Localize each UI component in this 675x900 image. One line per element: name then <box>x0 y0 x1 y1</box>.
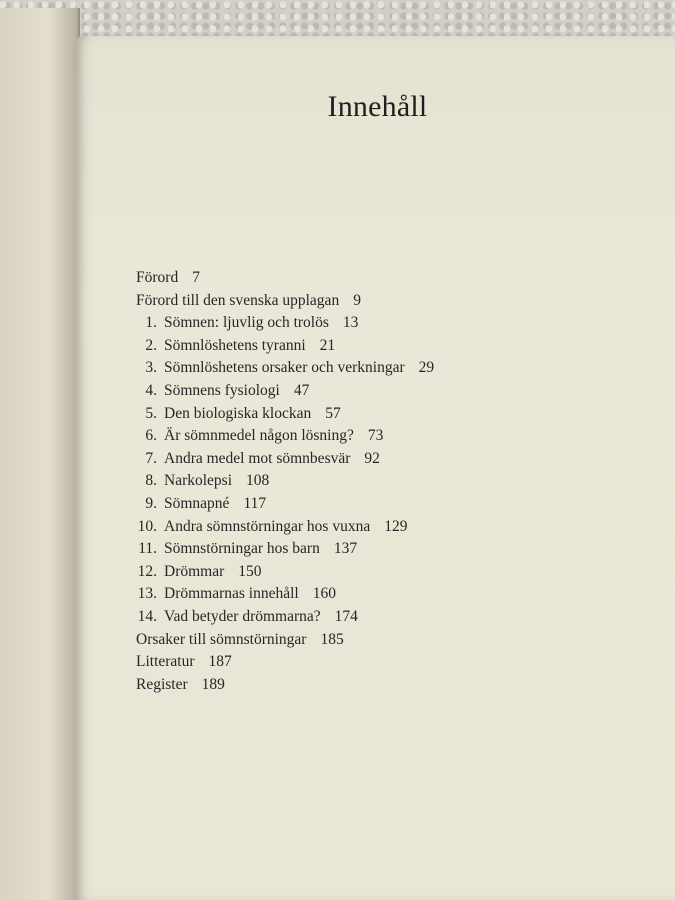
toc-page: 47 <box>293 381 310 399</box>
toc-title: Den biologiska klockan <box>164 404 312 422</box>
toc-number: 14. <box>137 607 157 625</box>
toc-number: 6. <box>145 427 157 445</box>
toc-title: Drömmar <box>164 562 225 580</box>
toc-number: 2. <box>145 336 157 354</box>
toc-title: Andra medel mot sömnbesvär <box>164 449 351 467</box>
toc-entry <box>136 403 434 426</box>
toc-entry <box>136 470 434 493</box>
toc-entry <box>136 606 434 629</box>
page-title: Innehåll <box>327 90 428 123</box>
toc-entry <box>136 538 434 561</box>
toc-entry <box>136 583 434 606</box>
toc-number: 1. <box>145 314 157 332</box>
toc-title: Sömnen: ljuvlig och trolös <box>164 314 329 332</box>
toc-page: 108 <box>246 472 270 490</box>
book-page <box>76 36 675 900</box>
left-page-edge <box>0 8 80 900</box>
toc-page: 29 <box>418 359 435 377</box>
toc-entry <box>136 290 434 313</box>
toc-number: 5. <box>145 404 157 422</box>
toc-entry <box>136 493 434 516</box>
toc-title: Vad betyder drömmarna? <box>164 607 321 625</box>
toc-title: Sömnapné <box>164 494 230 512</box>
toc-title: Register <box>136 675 188 693</box>
toc-number: 7. <box>145 449 157 467</box>
toc-entry <box>136 561 434 584</box>
toc-entry <box>136 448 434 471</box>
toc-title: Drömmarnas innehåll <box>164 585 299 603</box>
toc-entry <box>136 357 434 380</box>
toc-title: Förord till den svenska upplagan <box>136 291 340 309</box>
toc-title: Förord <box>136 269 179 286</box>
toc-entry <box>136 516 434 539</box>
toc-page: 150 <box>238 562 262 580</box>
toc-entry <box>136 651 434 674</box>
toc-entry <box>136 267 434 290</box>
toc-entry <box>136 335 434 358</box>
toc-number: 13. <box>137 585 157 603</box>
toc-page: 129 <box>384 517 408 535</box>
toc-number: 3. <box>145 359 157 377</box>
toc-page: 174 <box>334 607 358 625</box>
toc-number: 12. <box>137 562 157 580</box>
toc-entry <box>136 674 434 697</box>
toc-title: Litteratur <box>136 653 195 671</box>
toc-title: Orsaker till sömnstörningar <box>136 630 307 648</box>
toc-number: 11. <box>138 540 157 558</box>
toc-page: 137 <box>333 540 358 558</box>
toc-title: Andra sömnstörningar hos vuxna <box>164 517 371 535</box>
toc-entry <box>136 629 434 652</box>
toc-number: 8. <box>145 472 157 490</box>
toc-entry <box>136 380 434 403</box>
toc-page: 187 <box>208 653 232 671</box>
toc-title: Sömnens fysiologi <box>164 381 280 399</box>
toc-page: 117 <box>243 494 267 512</box>
toc-page: 160 <box>312 585 336 603</box>
toc-number: 4. <box>145 381 157 399</box>
toc-entry <box>136 312 434 335</box>
toc-entry <box>136 425 434 448</box>
toc-page: 73 <box>367 427 384 445</box>
toc-title: Sömnstörningar hos barn <box>164 540 320 558</box>
toc-number: 9. <box>145 494 157 512</box>
toc-page: 57 <box>325 404 341 422</box>
toc-title: Sömnlöshetens orsaker och verkningar <box>164 359 405 377</box>
toc-page: 7 <box>192 269 200 286</box>
toc-page: 21 <box>319 336 336 354</box>
toc-title: Sömnlöshetens tyranni <box>164 336 306 354</box>
table-of-contents <box>136 267 434 696</box>
toc-title: Är sömnmedel någon lösning? <box>164 427 354 445</box>
toc-page: 92 <box>364 449 380 467</box>
toc-page: 185 <box>320 630 344 648</box>
toc-page: 13 <box>342 314 359 332</box>
toc-title: Narkolepsi <box>164 472 233 490</box>
toc-number: 10. <box>137 517 157 535</box>
toc-page: 189 <box>201 675 225 693</box>
toc-page: 9 <box>353 291 361 309</box>
